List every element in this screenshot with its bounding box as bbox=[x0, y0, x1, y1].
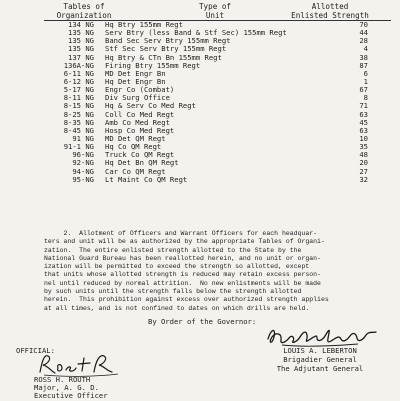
organization-cell: 137 NG bbox=[68, 52, 94, 62]
strength-cell: 45 bbox=[359, 117, 368, 127]
organization-cell: 135 NG bbox=[68, 28, 94, 38]
organization-cell: 92-NG bbox=[72, 158, 94, 168]
strength-cell: 71 bbox=[359, 101, 368, 111]
organization-cell: 8-45 NG bbox=[63, 125, 94, 135]
header-type-of-unit bbox=[160, 2, 270, 20]
header-line: Type of bbox=[198, 2, 231, 11]
signer-title: The Adjutant General bbox=[276, 364, 364, 374]
unit-type-cell: Hq Btry & CTn Bn 155mm Regt bbox=[105, 52, 222, 62]
unit-type-cell: Hq & Serv Co Med Regt bbox=[105, 101, 196, 111]
unit-type-cell: Stf Sec Serv Btry 155mm Regt bbox=[105, 44, 227, 54]
header-line: Allotted bbox=[311, 2, 349, 11]
strength-cell: 70 bbox=[359, 20, 368, 29]
strength-cell: 27 bbox=[359, 166, 368, 176]
unit-type-cell: Hq Det Engr Bn bbox=[105, 76, 166, 86]
signature-block-leberton bbox=[260, 346, 380, 374]
table-row bbox=[44, 135, 391, 143]
organization-cell: 135 NG bbox=[68, 44, 94, 54]
organization-cell: 96-NG bbox=[72, 150, 94, 160]
table-row bbox=[44, 94, 391, 102]
paragraph-line: nel until reduced by normal attrition. No new enlistments will be made bbox=[44, 279, 321, 287]
countersigner-title: Executive Officer bbox=[34, 391, 108, 401]
strength-cell: 63 bbox=[359, 125, 368, 135]
signer-name: LOUIS A. LEBERTON bbox=[283, 346, 357, 355]
unit-type-cell: Truck Co QM Regt bbox=[105, 150, 175, 160]
unit-type-cell: Engr Co (Combat) bbox=[105, 85, 175, 95]
organization-cell: 6-12 NG bbox=[63, 76, 94, 86]
strength-cell: 38 bbox=[359, 52, 368, 62]
paragraph-line: that units whose allotted strength is reduced may retain excess person- bbox=[44, 271, 321, 279]
header-line: Tables of bbox=[63, 2, 105, 11]
strength-cell: 20 bbox=[359, 158, 368, 168]
strength-cell: 32 bbox=[359, 174, 368, 184]
unit-type-cell: Div Surg Office bbox=[105, 93, 170, 103]
paragraph-line: herein. This prohibition against excess over authorized strength applies bbox=[44, 296, 329, 304]
header-tables-of-organization bbox=[44, 2, 124, 20]
table-row bbox=[44, 151, 391, 159]
official-label: OFFICIAL: bbox=[16, 346, 55, 355]
organization-cell: 91-1 NG bbox=[63, 142, 94, 152]
allotment-table bbox=[44, 21, 391, 184]
paragraph-line: 2. Allotment of Officers and Warrant Officers for each headquar- bbox=[44, 230, 318, 237]
unit-type-cell: Serv Btry (less Band & Stf Sec) 155mm Regt bbox=[105, 28, 287, 38]
unit-type-cell: Amb Co Med Regt bbox=[105, 117, 170, 127]
countersigner-name: ROSS H. ROUTH bbox=[34, 375, 91, 384]
header-allotted-strength bbox=[274, 2, 386, 20]
signature-block-routh bbox=[34, 376, 108, 401]
organization-cell: 8-25 NG bbox=[63, 109, 94, 119]
organization-cell: 8-11 NG bbox=[63, 93, 94, 103]
strength-cell: 10 bbox=[359, 133, 368, 143]
strength-cell: 35 bbox=[359, 142, 368, 152]
strength-cell: 87 bbox=[359, 60, 368, 70]
allotment-paragraph bbox=[44, 230, 386, 313]
organization-cell: 136A-NG bbox=[63, 60, 94, 70]
table-row bbox=[44, 159, 391, 167]
organization-cell: 8-35 NG bbox=[63, 117, 94, 127]
table-row bbox=[44, 54, 391, 62]
unit-type-cell: MD Det QM Regt bbox=[105, 133, 166, 143]
strength-cell: 4 bbox=[363, 44, 368, 54]
unit-type-cell: Car Co QM Regt bbox=[105, 166, 166, 176]
organization-cell: 94-NG bbox=[72, 166, 94, 176]
unit-type-cell: Hq Co QM Regt bbox=[105, 142, 162, 152]
paragraph-line: National Guard Bureau has been reallotted herein, and no unit or organ- bbox=[44, 254, 321, 262]
strength-cell: 6 bbox=[363, 68, 368, 78]
table-row bbox=[44, 78, 391, 86]
countersigner-rank: Major, A. G. D. bbox=[34, 383, 99, 393]
strength-cell: 63 bbox=[359, 109, 368, 119]
unit-type-cell: Hq Det Bn QM Regt bbox=[105, 158, 179, 168]
table-row bbox=[44, 62, 391, 70]
strength-cell: 8 bbox=[363, 93, 368, 103]
strength-cell: 67 bbox=[359, 85, 368, 95]
organization-cell: 95-NG bbox=[72, 174, 94, 184]
paragraph-line: ters and unit will be as authorized by the appropriate Tables of Organi- bbox=[44, 238, 325, 246]
header-line: Organization bbox=[56, 11, 112, 20]
table-row bbox=[44, 176, 391, 184]
table-row bbox=[44, 111, 391, 119]
strength-cell: 48 bbox=[359, 150, 368, 160]
organization-cell: 134 NG bbox=[68, 20, 94, 29]
paragraph-line: ization will be permitted to exceed the strength so allotted, except bbox=[44, 263, 310, 271]
paragraph-line: zation. The entire enlisted strength allotted to the State by the bbox=[44, 246, 302, 254]
table-row bbox=[44, 86, 391, 94]
unit-type-cell: Hq Btry 155mm Regt bbox=[105, 20, 183, 29]
strength-cell: 44 bbox=[359, 28, 368, 38]
strength-cell: 1 bbox=[363, 76, 368, 86]
header-line: Unit bbox=[205, 11, 225, 20]
unit-type-cell: Band Sec Serv Btry 155mm Regt bbox=[105, 36, 231, 46]
table-row bbox=[44, 119, 391, 127]
header-line: Enlisted Strength bbox=[291, 11, 369, 20]
organization-cell: 8-15 NG bbox=[63, 101, 94, 111]
organization-cell: 135 NG bbox=[68, 36, 94, 46]
paragraph-line: at all times, and is not confined to dates on which drills are held. bbox=[44, 304, 310, 312]
paragraph-line: by such units until the strength falls below the strength allotted bbox=[44, 288, 302, 296]
signer-rank: Brigadier General bbox=[283, 355, 357, 365]
organization-cell: 91 NG bbox=[72, 133, 94, 143]
table-row bbox=[44, 102, 391, 110]
unit-type-cell: Firing Btry 155mm Regt bbox=[105, 60, 201, 70]
table-row bbox=[44, 127, 391, 135]
strength-cell: 28 bbox=[359, 36, 368, 46]
unit-type-cell: MD Det Engr Bn bbox=[105, 68, 166, 78]
unit-type-cell: Lt Maint Co QM Regt bbox=[105, 174, 188, 184]
unit-type-cell: Hosp Co Med Regt bbox=[105, 125, 175, 135]
unit-type-cell: Coll Co Med Regt bbox=[105, 109, 175, 119]
table-row bbox=[44, 143, 391, 151]
organization-cell: 6-11 NG bbox=[63, 68, 94, 78]
order-line: By Order of the Governor: bbox=[148, 317, 257, 326]
table-row bbox=[44, 70, 391, 78]
table-row bbox=[44, 168, 391, 176]
organization-cell: 5-17 NG bbox=[63, 85, 94, 95]
